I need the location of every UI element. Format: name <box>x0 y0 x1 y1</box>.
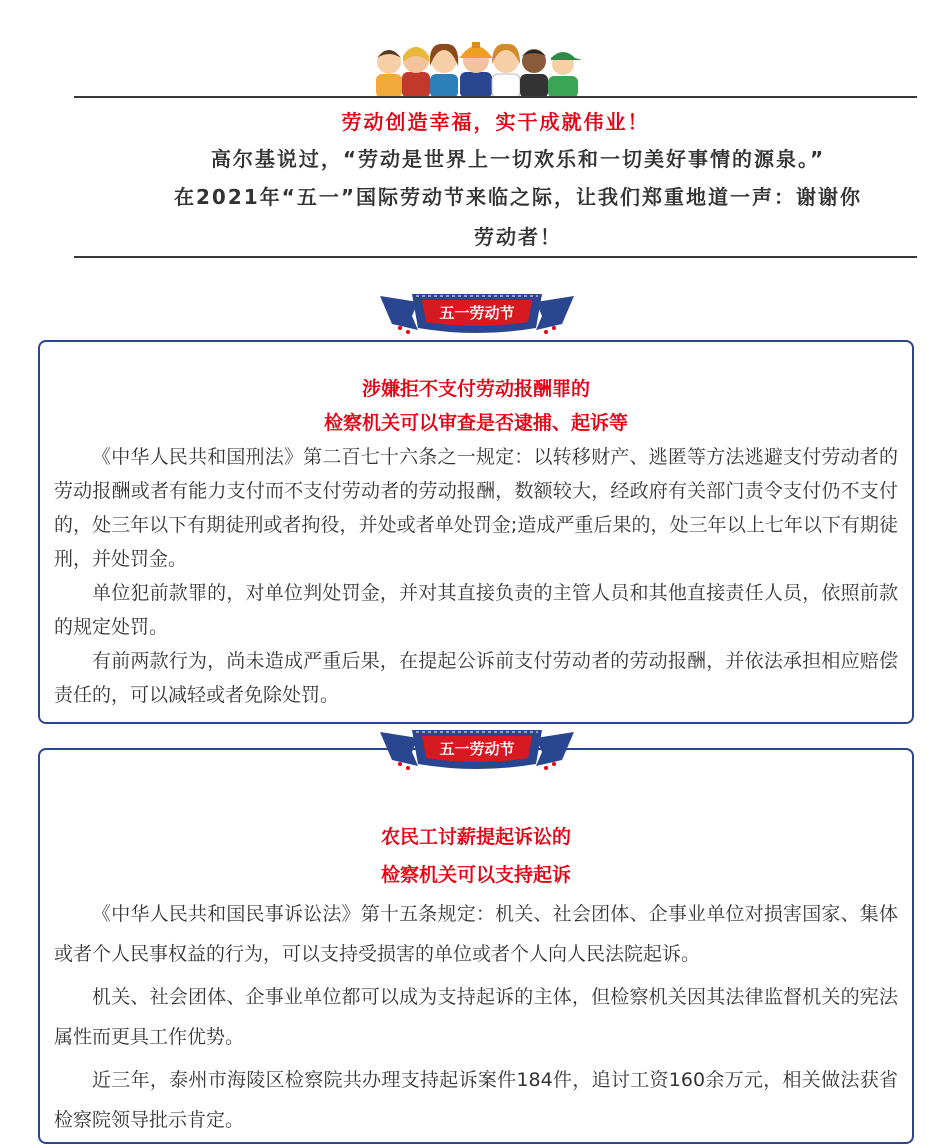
card1-title-line1: 涉嫌拒不支付劳动报酬罪的 <box>361 378 590 400</box>
worker-icon-1 <box>376 50 402 98</box>
card2-title-line1: 农民工讨薪提起诉讼的 <box>380 826 571 848</box>
card2-paragraph-2: 机关、社会团体、企事业单位都可以成为支持起诉的主体，但检察机关因其法律监督机关的宪法属性而更具工作优势。 <box>54 986 898 1048</box>
worker-icon-3 <box>430 44 458 98</box>
top-divider <box>74 96 917 98</box>
gorky-quote: 高尔基说过，“劳动是世界上一切欢乐和一切美好事情的源泉。” <box>210 147 826 171</box>
civil-procedure-card <box>38 748 914 1144</box>
card2-title-line2: 检察机关可以支持起诉 <box>380 864 571 886</box>
card1-title-line2: 检察机关可以审查是否逮捕、起诉等 <box>323 412 628 434</box>
may-day-banner-2 <box>378 728 576 774</box>
card1-paragraph-3: 有前两款行为，尚未造成严重后果，在提起公诉前支付劳动者的劳动报酬，并依法承担相应赔偿责任的，可以减轻或者免除处罚。 <box>54 650 898 706</box>
banner-label: 五一劳动节 <box>439 304 515 322</box>
slogan: 劳动创造幸福，实干成就伟业！ <box>341 110 650 134</box>
criminal-law-card <box>38 340 914 724</box>
workers-illustration <box>372 36 587 98</box>
bottom-divider <box>74 256 917 258</box>
worker-icon-4 <box>459 42 493 98</box>
banner-label: 五一劳动节 <box>439 740 515 758</box>
thanks-line-1: 在2021年“五一”国际劳动节来临之际，让我们郑重地道一声：谢谢你 <box>174 185 862 209</box>
card1-paragraph-2: 单位犯前款罪的，对单位判处罚金，并对其直接负责的主管人员和其他直接责任人员，依照前款的规定处罚。 <box>54 582 898 638</box>
worker-icon-7 <box>548 52 582 98</box>
card1-paragraph-1: 《中华人民共和国刑法》第二百七十六条之一规定：以转移财产、逃匿等方法逃避支付劳动者的劳动报酬或者有能力支付而不支付劳动者的劳动报酬，数额较大，经政府有关部门责令支付仍不支付的，处三年以下有期徒刑或者拘役，并处或者单处罚金;造成严重后果的，处三年以上七年以下有期徒刑，并处罚金。 <box>54 446 898 570</box>
card2-paragraph-1: 《中华人民共和国民事诉讼法》第十五条规定：机关、社会团体、企事业单位对损害国家、集体或者个人民事权益的行为，可以支持受损害的单位或者个人向人民法院起诉。 <box>54 903 898 965</box>
card2-paragraph-3: 近三年，泰州市海陵区检察院共办理支持起诉案件184件，追讨工资160余万元，相关做法获省检察院领导批示肯定。 <box>54 1069 898 1131</box>
worker-icon-6 <box>520 49 548 98</box>
worker-icon-5 <box>492 44 520 98</box>
worker-icon-2 <box>402 47 430 98</box>
may-day-banner-1 <box>378 292 576 338</box>
thanks-line-2: 劳动者！ <box>474 225 562 249</box>
